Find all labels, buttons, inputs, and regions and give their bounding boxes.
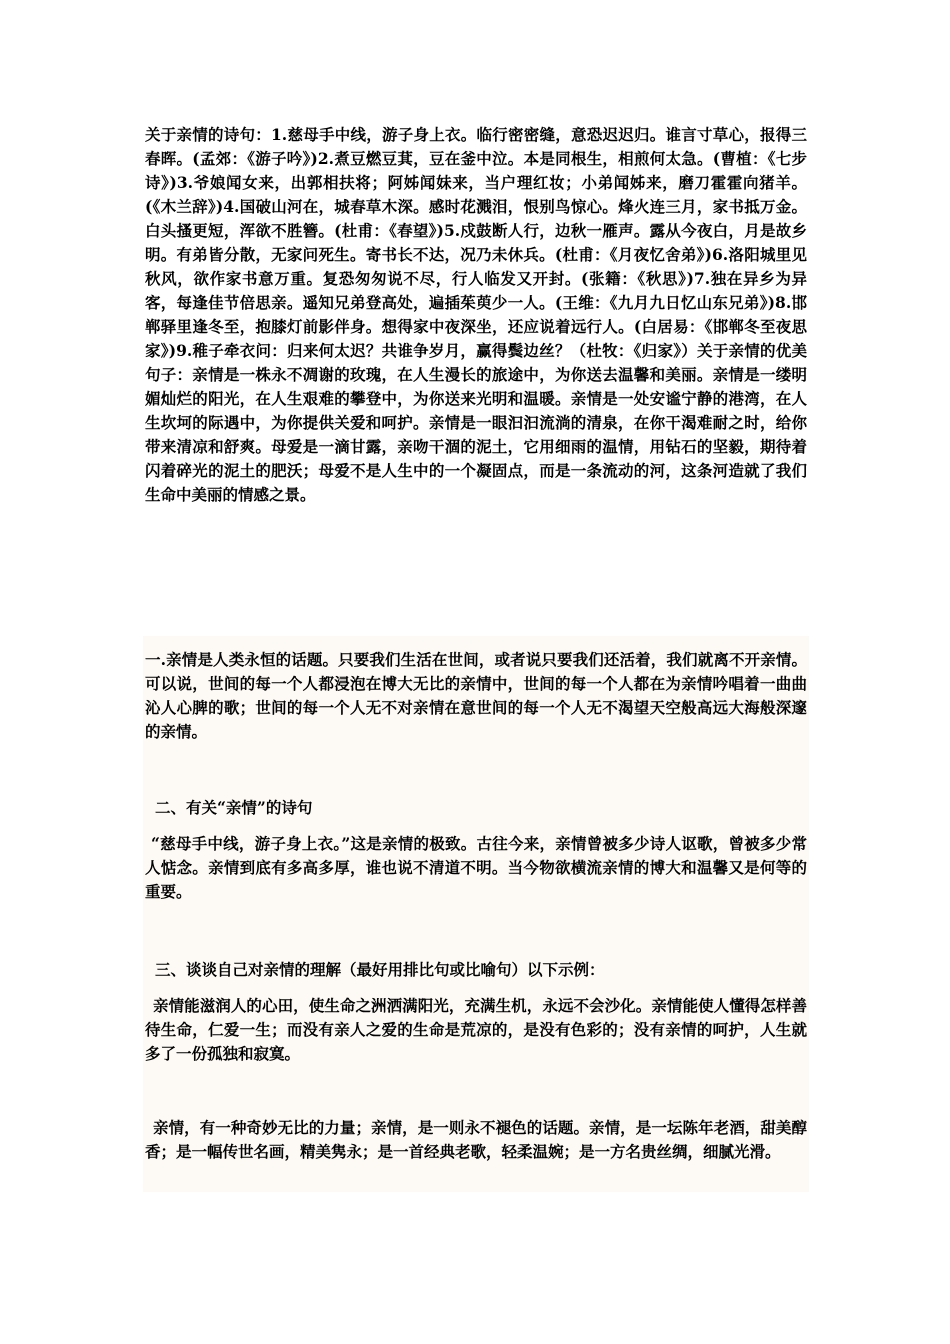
section-three-paragraph: 亲情能滋润人的心田，使生命之洲洒满阳光，充满生机，永远不会沙化。亲情能使人懂得怎样善待生命，仁爱一生；而没有亲人之爱的生命是荒凉的，是没有色彩的；没有亲情的呵护，人生就多了一份孤独和寂寞。 xyxy=(145,996,807,1063)
section-four-paragraph: 亲情，有一种奇妙无比的力量；亲情，是一则永不褪色的话题。亲情，是一坛陈年老酒，甜美醇香；是一幅传世名画，精美隽永；是一首经典老歌，轻柔温婉；是一方名贵丝绸，细腻光滑。 xyxy=(145,1118,807,1161)
section-one-paragraph: 一.亲情是人类永恒的话题。只要我们生活在世间，或者说只要我们还活着，我们就离不开亲情。可以说，世间的每一个人都浸泡在博大无比的亲情中，世间的每一个人都在为亲情吟唱着一曲曲沁人心脾的歌；世间的每一个人无不对亲情在意世间的每一个人无不渴望天空般高远大海般深邃的亲情。 xyxy=(145,650,807,741)
section-three-heading: 三、谈谈自己对亲情的理解（最好用排比句或比喻句）以下示例： xyxy=(155,960,605,979)
intro-paragraph: 关于亲情的诗句：1.慈母手中线，游子身上衣。临行密密缝，意恐迟迟归。谁言寸草心，报得三春晖。(孟郊：《游子吟》)2.煮豆燃豆萁，豆在釜中泣。本是同根生，相煎何太急。(曹植：《七步诗》)3.爷娘闻女来，出郭相扶将；阿姊闻妹来，当户理红妆；小弟闻姊来，磨刀霍霍向猪羊。(《木兰辞》)4.国破山河在，城春草木深。感时花溅泪，恨别鸟惊心。烽火连三月，家书抵万金。白头搔更短，浑欲不胜簪。(杜甫：《春望》)5.戍鼓断人行，边秋一雁声。露从今夜白，月是故乡明。有弟皆分散，无家问死生。寄书长不达，况乃未休兵。(杜甫：《月夜忆舍弟》)6.洛阳城里见秋风，欲作家书意万重。复恐匆匆说不尽，行人临发又开封。(张籍：《秋思》)7.独在异乡为异客，每逢佳节倍思亲。遥知兄弟登高处，遍插茱萸少一人。(王维：《九月九日忆山东兄弟》)8.邯郸驿里逢冬至，抱膝灯前影伴身。想得家中夜深坐，还应说着远行人。(白居易：《邯郸冬至夜思家》)9.稚子牵衣问：归来何太迟？共谁争岁月，赢得鬓边丝？（杜牧：《归家》）关于亲情的优美句子：亲情是一株永不凋谢的玫瑰，在人生漫长的旅途中，为你送去温馨和美丽。亲情是一缕明媚灿烂的阳光，在人生艰难的攀登中，为你送来光明和温暖。亲情是一处安谧宁静的港湾，在人生坎坷的际遇中，为你提供关爱和呵护。亲情是一眼汩汩流淌的清泉，在你干渴难耐之时，给你带来清凉和舒爽。母爱是一滴甘露，亲吻干涸的泥土，它用细雨的温情，用钻石的坚毅，期待着闪着碎光的泥土的肥沃；母爱不是人生中的一个凝固点，而是一条流动的河，这条河造就了我们生命中美丽的情感之景。 xyxy=(145,125,807,504)
section-two-heading: 二、有关“亲情”的诗句 xyxy=(155,798,313,817)
section-two-paragraph: “慈母手中线，游子身上衣。”这是亲情的极致。古往今来，亲情曾被多少诗人讴歌，曾被多少常人惦念。亲情到底有多高多厚，谁也说不清道不明。当今物欲横流亲情的博大和温馨又是何等的重要。 xyxy=(145,834,807,901)
